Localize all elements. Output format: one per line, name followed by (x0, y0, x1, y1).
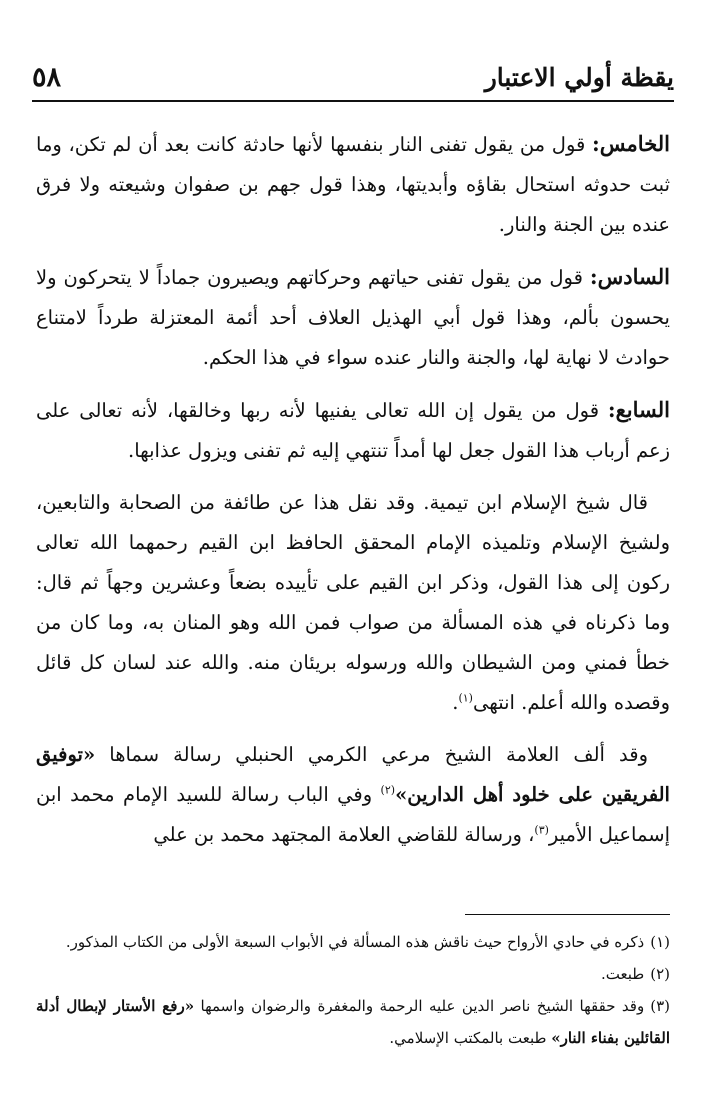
footnote-ref[interactable]: (٣) (534, 823, 549, 837)
paragraph-text: ، ورسالة للقاضي العلامة المجتهد محمد بن علي (153, 823, 535, 846)
paragraph-text: وقد ألف العلامة الشيخ مرعي الكرمي الحنبلي رسالة سماها (95, 743, 648, 766)
paragraph-text: قول من يقول تفنى حياتهم وحركاتهم ويصيرون جماداً لا يتحركون ولا يحسون بألم، وهذا قول أبي الهذيل العلاف أحد أئمة المعتزلة طرداً لامتناع حوادث لا نهاية لها، والجنة والنار عنده سواء في هذا الحكم. (36, 266, 670, 369)
footnote-ref[interactable]: (٢) (380, 783, 396, 797)
paragraph-text: قول من يقول تفنى النار بنفسها لأنها حادثة كانت بعد أن لم تكن، وما ثبت حدوثه استحال بقاؤه وأبديتها، وهذا قول جهم بن صفوان وشيعته ولا فرق عنده بين الجنة والنار. (36, 133, 670, 236)
page-number: ٥٨ (32, 62, 62, 93)
header-divider (32, 100, 674, 102)
footnote-2 (36, 958, 670, 990)
footnote-text: طبعت. (601, 965, 645, 983)
footnote-number: (١) (650, 933, 670, 951)
paragraph-lead: الخامس: (592, 131, 670, 156)
footnote-number: (٢) (650, 965, 670, 983)
paragraph-lead: السابع: (607, 397, 671, 422)
paragraph-text: وفي الباب رسالة للسيد الإمام محمد ابن إسماعيل الأمير (36, 783, 670, 846)
footnote-1 (36, 926, 670, 958)
footnote-separator (465, 914, 670, 915)
main-text (36, 124, 670, 867)
paragraph-end: . (452, 691, 459, 714)
footnote-3 (36, 990, 670, 1054)
footnote-text: وقد حققها الشيخ ناصر الدين عليه الرحمة والمغفرة والرضوان واسمها (194, 997, 645, 1015)
paragraph-fifth (36, 124, 670, 245)
footnote-ref[interactable]: (١) (458, 691, 473, 705)
paragraph-lead: السادس: (589, 264, 670, 289)
footnote-book-title: «رفع الأستار لإبطال أدلة القائلين بفناء النار» (36, 997, 670, 1047)
running-title: يقظة أولي الاعتبار (484, 63, 674, 92)
paragraph-ibn-taymiyya (36, 483, 670, 723)
page-header (32, 62, 674, 102)
paragraph-treatises (36, 735, 670, 855)
paragraph-text: قال شيخ الإسلام ابن تيمية. وقد نقل هذا عن طائفة من الصحابة والتابعين، ولشيخ الإسلام وتلميذه الإمام المحقق الحافظ ابن القيم رحمهما الله تعالى ركون إلى هذا القول، وذكر ابن القيم على تأييده بضعاً وعشرين وجهاً ثم قال: وما ذكرناه في هذه المسألة من صواب فمن الله وهو المنان به، وما كان من خطأ فمني ومن الشيطان والله ورسوله بريئان منه. والله عند لسان كل قائل وقصده والله أعلم. انتهى (36, 491, 670, 714)
footnote-text: طبعت بالمكتب الإسلامي. (389, 1029, 552, 1047)
paragraph-text: قول من يقول إن الله تعالى يفنيها لأنه ربها وخالقها، لأنه تعالى على زعم أرباب هذا القول جعل لها أمداً تنتهي إليه ثم تفنى ويزول عذابها. (36, 399, 670, 462)
footnote-text: ذكره في حادي الأرواح حيث ناقش هذه المسألة في الأبواب السبعة الأولى من الكتاب المذكور. (65, 933, 645, 951)
paragraph-seventh (36, 390, 670, 471)
footnote-number: (٣) (650, 997, 670, 1015)
book-title: «توفيق الفريقين على خلود أهل الدارين» (36, 743, 670, 806)
paragraph-sixth (36, 257, 670, 378)
footnotes (36, 926, 670, 1054)
